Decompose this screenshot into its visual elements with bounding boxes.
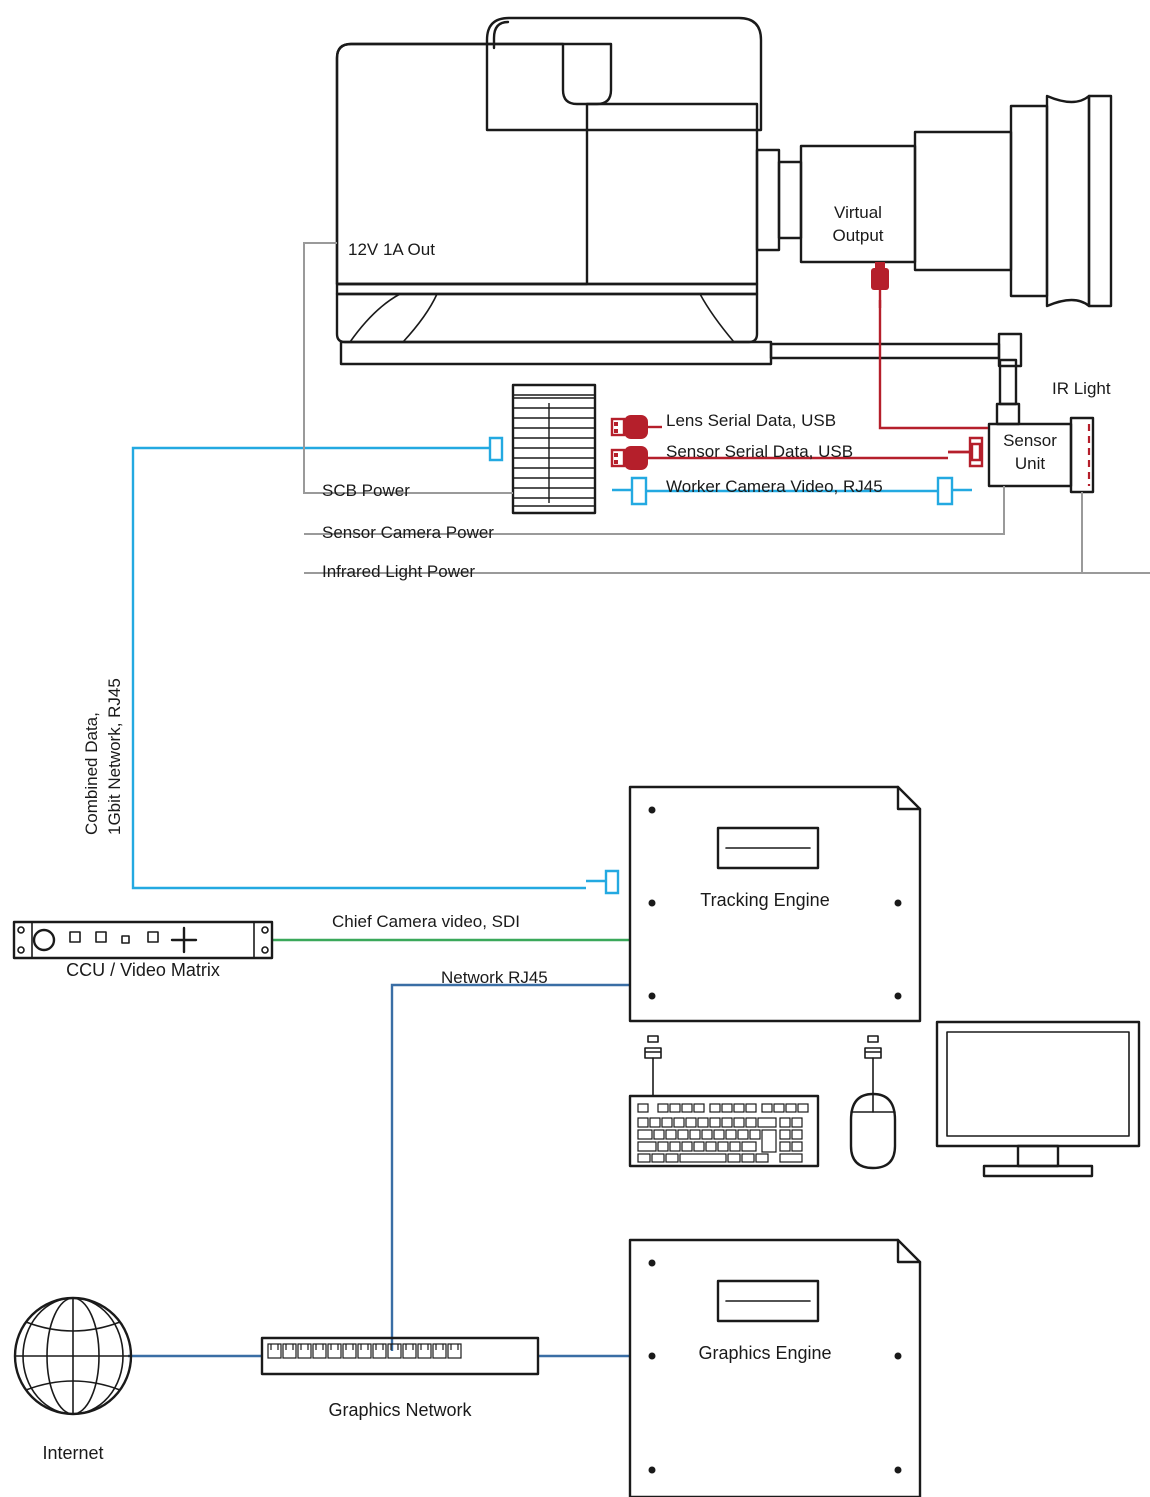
label-network-rj45: Network RJ45 [441,968,548,987]
usb-connector-icon [612,446,648,470]
label-lens-serial-data: Lens Serial Data, USB [666,411,837,430]
label-virtual-output-line2: Output [832,226,884,245]
rj45-connector-icon [612,478,646,504]
scb-breakout-box-icon [513,385,595,513]
label-infrared-light-power: Infrared Light Power [322,562,476,581]
label-sensor-camera-power: Sensor Camera Power [322,523,494,542]
network-switch-icon [262,1338,538,1374]
label-chief-camera-video: Chief Camera video, SDI [332,912,521,931]
label-ir-light: IR Light [1052,379,1111,398]
broadcast-camera-icon [337,18,1111,366]
usb-connector-icon [612,415,648,439]
rj45-connector-icon [470,438,502,460]
rj45-connector-icon [586,871,618,893]
label-sensor-serial-data: Sensor Serial Data, USB [666,442,854,461]
rj45-connector-icon [938,478,972,504]
label-scb-power: SCB Power [322,481,410,500]
rj45-connector-icon [948,438,982,466]
label-combined-data-line1: Combined Data, [82,712,101,835]
label-12v-out: 12V 1A Out [348,240,435,259]
globe-icon [15,1298,131,1414]
graphics-engine-computer-icon [630,1240,920,1497]
label-tracking-engine: Tracking Engine [700,890,830,910]
label-sensor-unit-line1: Sensor [1003,431,1057,450]
ccu-video-matrix-icon [14,922,272,958]
label-internet: Internet [42,1443,104,1463]
label-virtual-output-line1: Virtual [834,203,882,222]
label-sensor-unit-line2: Unit [1014,454,1046,473]
label-graphics-engine: Graphics Engine [698,1343,832,1363]
label-worker-camera-video: Worker Camera Video, RJ45 [666,477,883,496]
monitor-icon [937,1022,1139,1176]
ir-light-icon [1071,418,1093,492]
label-graphics-network: Graphics Network [328,1400,472,1420]
label-combined-data-line2: 1Gbit Network, RJ45 [105,678,124,835]
label-ccu-video-matrix: CCU / Video Matrix [66,960,220,980]
keyboard-icon [630,1036,818,1166]
mouse-icon [851,1036,895,1168]
